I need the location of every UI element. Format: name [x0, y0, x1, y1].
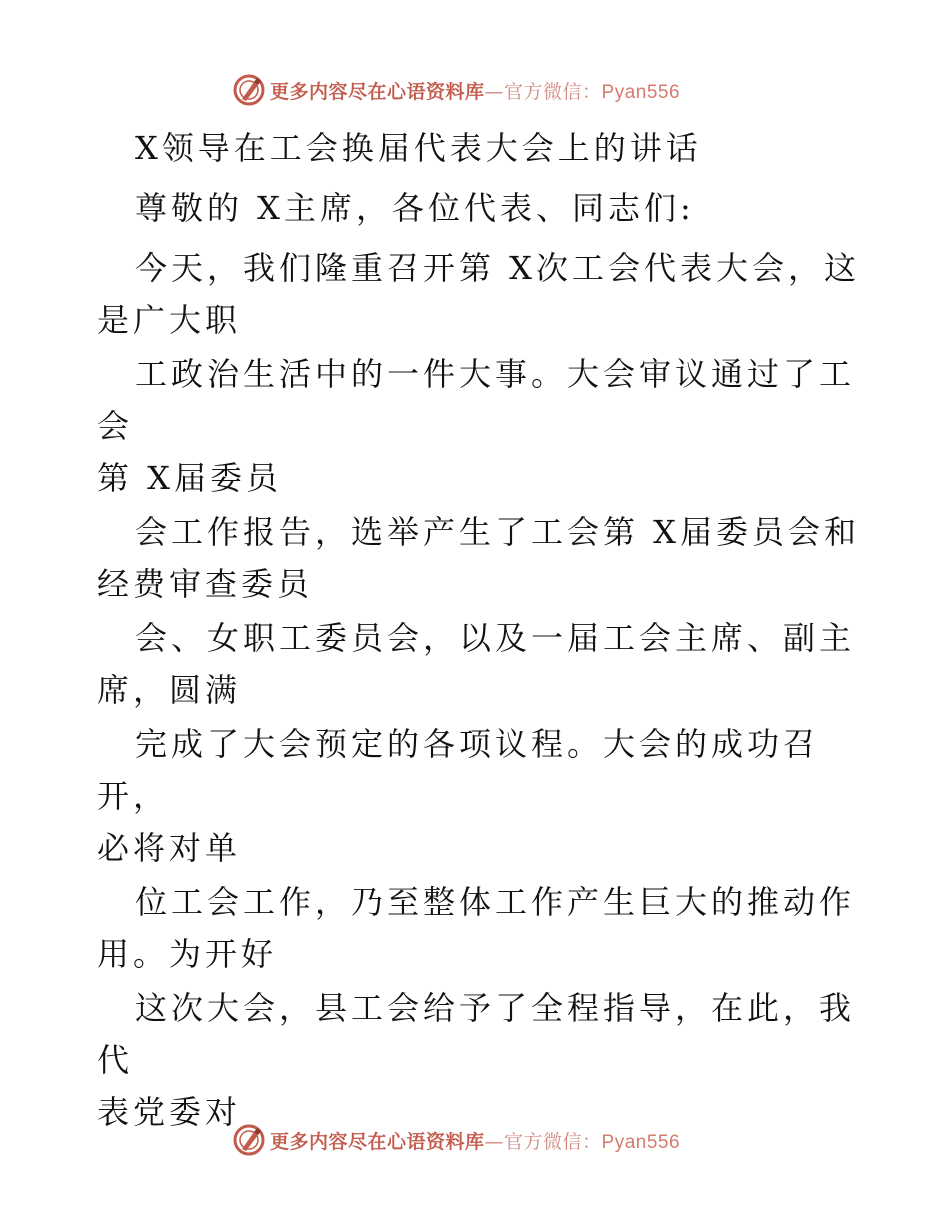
paragraph-line: 完成了大会预定的各项议程。大会的成功召开， 必将对单	[97, 725, 820, 867]
paragraph-line: 会工作报告，选举产生了工会第 X届委员会和 经费审查委员	[97, 513, 860, 603]
pen-logo-icon	[232, 1123, 266, 1157]
salutation: 尊敬的 X主席，各位代表、同志们:	[135, 189, 695, 227]
footer-watermark	[232, 1120, 680, 1160]
document-body	[97, 122, 867, 1140]
paragraph-line: 会、女职工委员会，以及一届工会主席、副主 席，圆满	[97, 619, 856, 709]
header-watermark	[232, 70, 680, 110]
watermark-text: 更多内容尽在心语资料库—官方微信：Pyan556	[270, 1130, 681, 1153]
document-title: X领导在工会换届代表大会上的讲话	[135, 129, 702, 167]
pen-logo-icon	[232, 73, 266, 107]
paragraph-line: 这次大会，县工会给予了全程指导，在此，我代 表党委对	[97, 989, 856, 1131]
paragraph-line: 工政治生活中的一件大事。大会审议通过了工会 第 X届委员	[97, 355, 856, 497]
paragraph-line: 位工会工作，乃至整体工作产生巨大的推动作 用。为开好	[97, 883, 856, 973]
paragraph-line: 今天，我们隆重召开第 X次工会代表大会，这 是广大职	[97, 249, 860, 339]
watermark-text: 更多内容尽在心语资料库—官方微信：Pyan556	[270, 80, 681, 103]
